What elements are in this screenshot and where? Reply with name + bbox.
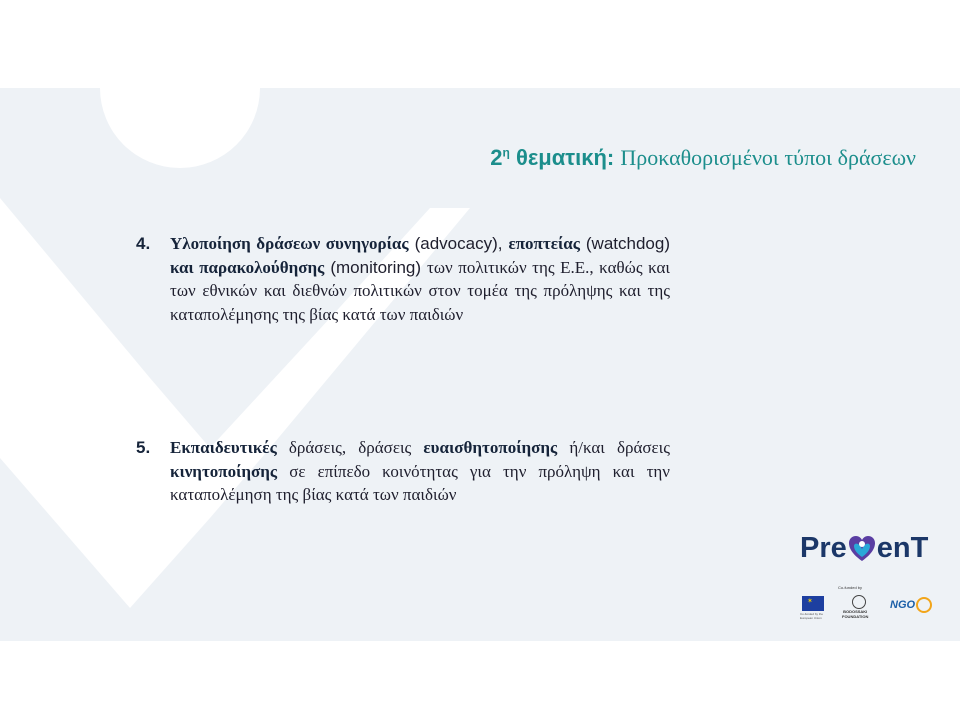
eu-caption: Co-funded by the European Union bbox=[800, 612, 824, 620]
list-number: 4. bbox=[136, 234, 151, 253]
list-number: 5. bbox=[136, 438, 151, 457]
list-item-4 bbox=[136, 232, 670, 326]
ngo-logo: NGO bbox=[890, 597, 932, 613]
cofunded-label: Co-funded by bbox=[838, 585, 863, 590]
ngo-ring-icon bbox=[916, 597, 932, 613]
bodossaki-label: BODOSSAKI FOUNDATION bbox=[842, 609, 869, 619]
heart-shield-icon bbox=[848, 535, 876, 563]
list-item-text: Υλοποίηση δράσεων συνηγορίας (advocacy), εποπτείας (watchdog) και παρακολούθησης (monitoring) των πολιτικών της Ε.Ε., καθώς και των εθνικών και διεθνών πολιτικών στον τομέα της πρόληψης και της καταπολέμησης της βίας κατά των παιδιών bbox=[170, 234, 670, 324]
slide-background bbox=[0, 88, 960, 641]
bodossaki-logo-icon bbox=[852, 595, 866, 609]
slide-title: $2^\eta$ θεματική: Προκαθορισμένοι τύποι δράσεων bbox=[490, 145, 916, 170]
eu-flag-icon: ✶ bbox=[802, 596, 824, 611]
list-item-text: Εκπαιδευτικές δράσεις, δράσεις ευαισθητοποίησης ή/και δράσεις κινητοποίησης σε επίπεδο κοινότητας για την πρόληψη και την καταπολέμηση της βίας κατά των παιδιών bbox=[170, 438, 670, 504]
prevent-logo: Pre enT bbox=[800, 532, 929, 564]
list-item-5 bbox=[136, 436, 670, 507]
